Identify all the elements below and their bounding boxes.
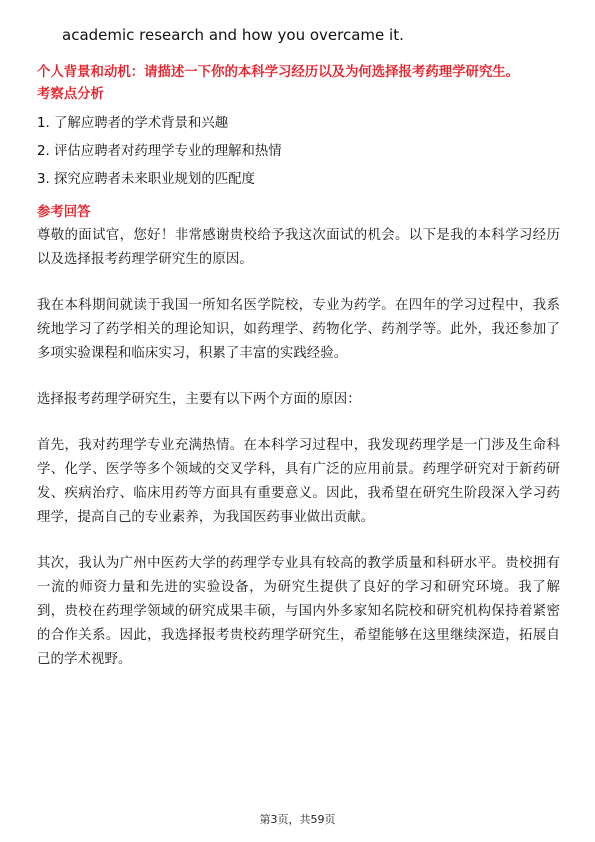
continuation-text: academic research and how you overcame it. (62, 26, 404, 44)
analysis-item: 3. 探究应聘者未来职业规划的匹配度 (37, 172, 255, 187)
page-content (37, 62, 560, 672)
answer-paragraph: 选择报考药理学研究生，主要有以下两个方面的原因： (37, 392, 361, 407)
reference-heading: 参考回答 (37, 205, 91, 220)
analysis-item: 2. 评估应聘者对药理学专业的理解和热情 (37, 144, 282, 159)
analysis-list (37, 110, 560, 194)
answer-paragraph: 其次，我认为广州中医药大学的药理学专业具有较高的教学质量和科研水平。贵校拥有一流的师资力量和先进的实验设备，为研究生提供了良好的学习和研究环境。我了解到，贵校在药理学领域的研究成果丰硕，与国内外多家知名院校和研究机构保持着紧密的合作关系。因此，我选择报考贵校药理学研究生，希望能够在这里继续深造，拓展自己的学术视野。 (37, 556, 560, 667)
page-number-footer: 第3页，共59页 (259, 813, 336, 826)
analysis-item: 1. 了解应聘者的学术背景和兴趣 (37, 116, 229, 131)
question-text: 个人背景和动机：请描述一下你的本科学习经历以及为何选择报考药理学研究生。 (37, 65, 520, 80)
answer-paragraph: 尊敬的面试官，您好！非常感谢贵校给予我这次面试的机会。以下是我的本科学习经历以及选择报考药理学研究生的原因。 (37, 228, 560, 267)
answer-paragraph: 我在本科期间就读于我国一所知名医学院校，专业为药学。在四年的学习过程中，我系统地学习了药学相关的理论知识，如药理学、药物化学、药剂学等。此外，我还参加了多项实验课程和临床实习，积累了丰富的实践经验。 (37, 298, 560, 361)
analysis-heading: 考察点分析 (37, 87, 104, 102)
answer-paragraph: 首先，我对药理学专业充满热情。在本科学习过程中，我发现药理学是一门涉及生命科学、化学、医学等多个领域的交叉学科，具有广泛的应用前景。药理学研究对于新药研发、疾病治疗、临床用药等方面具有重要意义。因此，我希望在研究生阶段深入学习药理学，提高自己的专业素养，为我国医药事业做出贡献。 (37, 438, 560, 525)
